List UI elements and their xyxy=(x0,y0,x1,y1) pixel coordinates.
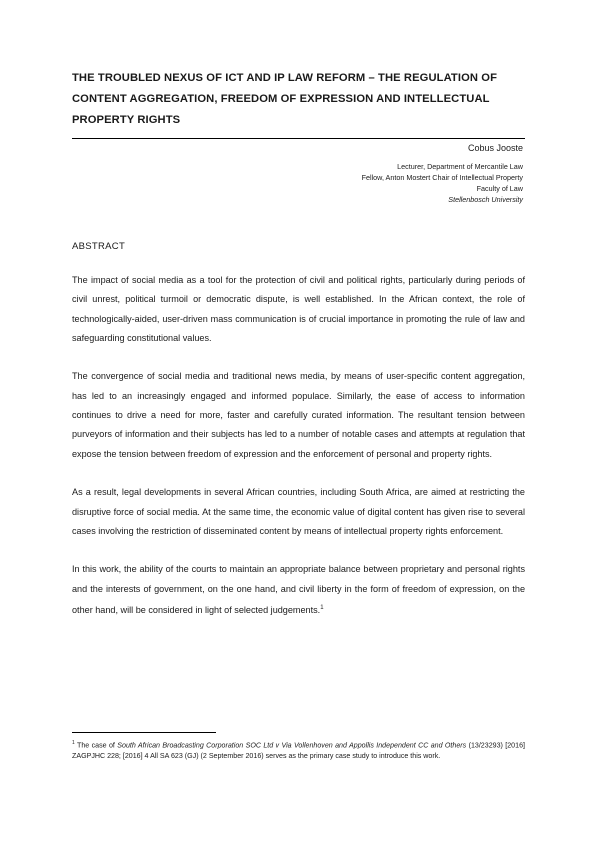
abstract-paragraph-4 xyxy=(72,560,525,620)
footnote-case-name: South African Broadcasting Corporation SOC Ltd v Via Vollenhoven and Appollis Independent CC and Others xyxy=(117,741,467,750)
abstract-body xyxy=(72,271,525,640)
footnote-suffix: (13/23293) [2016] ZAGPJHC 228; [2016] 4 All SA 623 (GJ) (2 September 2016) serves as the primary case study to introduce this work. xyxy=(72,741,525,760)
paper-title: THE TROUBLED NEXUS OF ICT AND IP LAW REFORM – THE REGULATION OF CONTENT AGGREGATION, FREEDOM OF EXPRESSION AND INTELLECTUAL PROPERTY RIGHTS xyxy=(72,72,498,126)
abstract-paragraph-3: As a result, legal developments in several African countries, including South Africa, are aimed at restricting the disruptive force of social media. At the same time, the economic value of digital content has given rise to several cases involving the restriction of disseminated content by means of intellectual property rights enforcement. xyxy=(72,487,525,536)
author-affiliation-2: Fellow, Anton Mostert Chair of Intellectual Property xyxy=(361,173,523,182)
footnote-reference[interactable]: 1 xyxy=(320,605,324,612)
footnote-prefix: The case of xyxy=(77,741,115,750)
footnote-1 xyxy=(72,738,525,761)
abstract-paragraph-1: The impact of social media as a tool for the protection of civil and political rights, particularly during periods of civil unrest, political turmoil or democratic dispute, is well established. In the African context, the role of technologically-aided, user-driven mass communication is of crucial importance in promoting the rule of law and safeguarding constitutional values. xyxy=(72,275,525,343)
author-block xyxy=(223,143,523,205)
footnote-marker: 1 xyxy=(72,740,75,746)
title-rule xyxy=(72,138,525,139)
abstract-paragraph-2: The convergence of social media and traditional news media, by means of user-specific content aggregation, has led to an increasingly engaged and informed populace. Similarly, the ease of access to information continues to drive a need for more, faster and carefully curated information. The resultant tension between purveyors of information and their subjects has led to a number of notable cases and attempts at regulation that expose the tension between freedom of expression and the enforcement of personal and property rights. xyxy=(72,371,525,459)
author-affiliation-1: Lecturer, Department of Mercantile Law xyxy=(397,162,523,171)
author-affiliation-3: Faculty of Law xyxy=(476,184,523,193)
author-name: Cobus Jooste xyxy=(467,143,523,153)
abstract-heading: ABSTRACT xyxy=(72,241,126,252)
footnote-rule xyxy=(72,732,216,733)
author-affiliation-4: Stellenbosch University xyxy=(448,195,523,204)
abstract-paragraph-4-text: In this work, the ability of the courts to maintain an appropriate balance between proprietary and personal rights and the interests of government, on the one hand, and civil liberty in the form of freedom of expression, on the other hand, will be considered in light of selected judgements. xyxy=(72,564,525,616)
